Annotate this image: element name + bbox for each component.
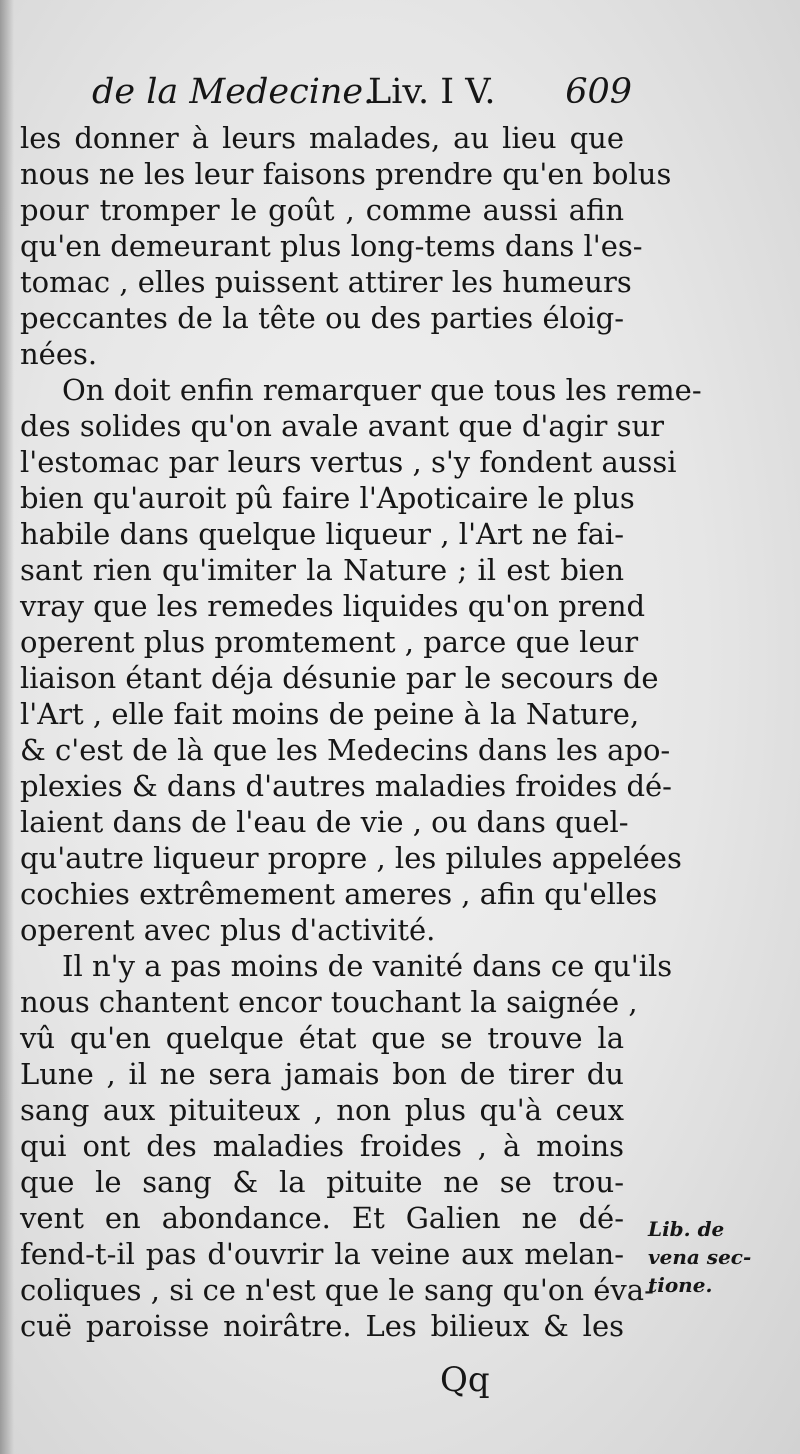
text-line: nous ne les leur faisons prendre qu'en bolus [20,157,672,191]
text-line: coliques , si ce n'est que le sang qu'on éva- [20,1273,654,1307]
text-line: laient dans de l'eau de vie , ou dans quel- [20,805,629,839]
margin-note-line: vena sec- [648,1245,752,1269]
text-line: tomac , elles puissent attirer les humeurs [20,265,632,299]
page-number: 609 [565,72,632,112]
text-line: des solides qu'on avale avant que d'agir sur [20,409,665,443]
text-line: operent avec plus d'activité. [20,913,436,947]
text-line: qui ont des maladies froides , à moins [20,1129,624,1163]
text-line: fend-t-il pas d'ouvrir la veine aux melan- [20,1237,624,1271]
text-line: plexies & dans d'autres maladies froides dé- [20,769,672,803]
text-line: liaison étant déja désunie par le secours de [20,661,659,695]
text-line: & c'est de là que les Medecins dans les apo- [20,733,671,767]
text-line: les donner à leurs malades, au lieu que [20,121,624,155]
text-line: vent en abondance. Et Galien ne dé- [20,1201,624,1235]
text-line: pour tromper le goût , comme aussi afin [20,193,624,227]
text-line: bien qu'auroit pû faire l'Apoticaire le plus [20,481,635,515]
text-line: Lune , il ne sera jamais bon de tirer du [20,1057,624,1091]
spine-shadow [0,0,14,1454]
running-title: de la Medecine. [92,72,375,112]
text-line: nous chantent encor touchant la saignée , [20,985,638,1019]
text-line: operent plus promtement , parce que leur [20,625,639,659]
text-line: nées. [20,337,98,371]
margin-note-line: tione. [648,1273,713,1297]
margin-note [648,1215,788,1299]
text-line: vray que les remedes liquides qu'on prend [20,589,646,623]
text-line: cochies extrêmement ameres , afin qu'elles [20,877,658,911]
margin-note-line: Lib. de [648,1217,725,1241]
text-line: l'Art , elle fait moins de peine à la Nature, [20,697,640,731]
book-number: Liv. I V. [368,72,496,112]
text-line: habile dans quelque liqueur , l'Art ne fai- [20,517,624,551]
text-line: sang aux pituiteux , non plus qu'à ceux [20,1093,624,1127]
running-header [92,72,632,122]
signature-mark: Qq [440,1360,490,1400]
text-line: qu'autre liqueur propre , les pilules appelées [20,841,682,875]
text-line: peccantes de la tête ou des parties éloig- [20,301,624,335]
text-line: vû qu'en quelque état que se trouve la [20,1021,624,1055]
paragraph-start: On doit enfin remarquer que tous les reme- [62,373,702,407]
paragraph-start: Il n'y a pas moins de vanité dans ce qu'ils [62,949,673,983]
text-line: cuë paroisse noirâtre. Les bilieux & les [20,1309,624,1343]
text-line: sant rien qu'imiter la Nature ; il est bien [20,553,624,587]
text-line: qu'en demeurant plus long-tems dans l'es- [20,229,643,263]
text-line: l'estomac par leurs vertus , s'y fondent aussi [20,445,677,479]
text-line: que le sang & la pituite ne se trou- [20,1165,624,1199]
